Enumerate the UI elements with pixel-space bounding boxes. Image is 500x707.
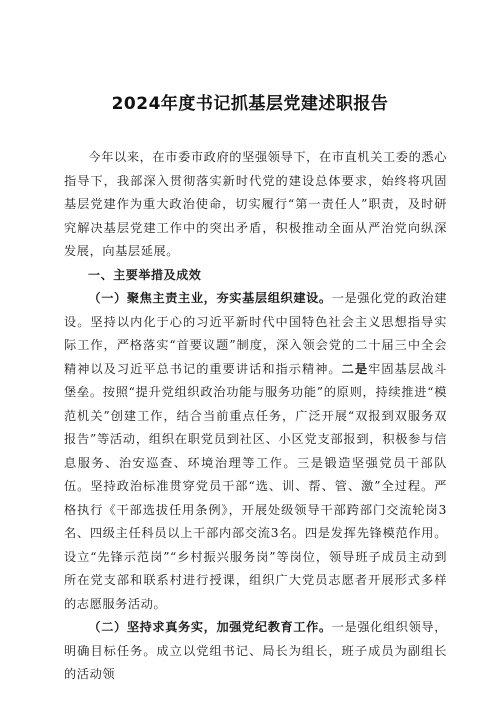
paragraph-discipline-text: 一是强化组织领导，明确目标任务。成立以党组书记、局长为组长，班子成员为副组长的活动领 [64,620,447,681]
paragraph-organization-text-2: 牢固基层战斗堡垒。按照“提升党组织政治功能与服务功能”的原则，持续推进“模范机关”创建工作，结合当前重点任务，广泛开展“双报到双服务双报告”等活动，组织在职党员到社区、小区党支部报到，积极参与信息服务、治安巡查、环境治理等工作。三是锻造坚强党员干部队伍。坚持政治标准贯穿党员干部“选、训、帮、管、激”全过程。严格执行《干部选拔任用条例》，开展处级领导干部跨部门交流轮岗3名、四级主任科员以上干部内部交流3名。四是发挥先锋模范作用。设立“先锋示范岗”“乡村振兴服务岗”等岗位，领导班子成员主动到所在党支部和联系村进行授课，组织广大党员志愿者开展形式多样的志愿服务活动。 [64,361,448,611]
section-heading-main-measures: 一、主要举措及成效 [88,267,202,282]
subheading-discipline-education: （二）坚持求真务实，加强党纪教育工作。 [88,620,332,634]
document-title: 2024年度书记抓基层党建述职报告 [111,94,389,114]
paragraph-organization-building [64,287,447,616]
intro-paragraph: 今年以来，在市委市政府的坚强领导下，在市直机关工委的悉心指导下，我部深入贯彻落实新时代党的建设总体要求，始终将巩固基层党建作为重大政治使命，切实履行“第一责任人”职责，及时研究解决基层党建工作中的突出矛盾，积极推动全面从严治党向纵深发展，向基层延展。 [64,150,447,258]
lead-one: 一是 [331,291,358,305]
paragraph-organization-text-1: 强化党的政治建设。坚持以内化于心的习近平新时代中国特色社会主义思想指导实际工作，严格落实“首要议题”制度，深入领会党的二十届三中全会精神以及习近平总书记的重要讲话和指示精神。 [64,291,448,376]
paragraph-discipline-education [64,616,447,687]
document-body [64,146,447,687]
lead-two: 二是 [341,361,369,376]
subheading-organization-building: （一）聚焦主责主业，夯实基层组织建设。 [88,291,332,305]
